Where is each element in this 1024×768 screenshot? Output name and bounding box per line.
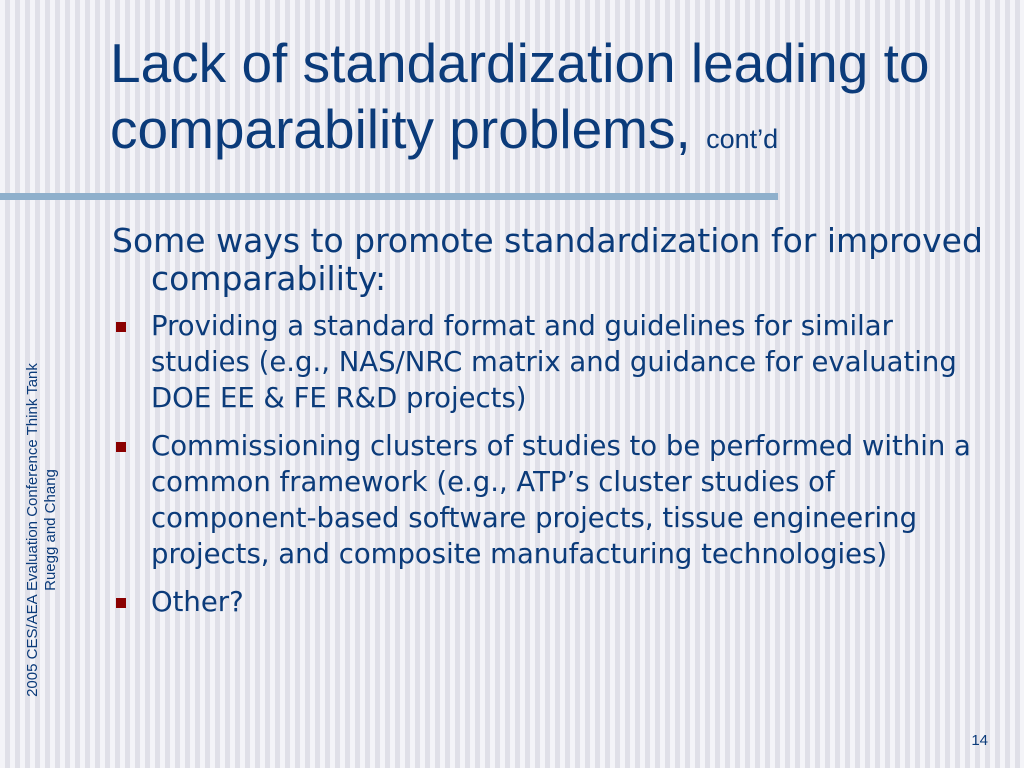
- sidebar-authors: Ruegg and Chang: [42, 469, 59, 591]
- bullet-list: [112, 308, 992, 620]
- square-bullet-icon: [116, 598, 126, 608]
- bullet-item: [112, 308, 992, 416]
- square-bullet-icon: [116, 322, 126, 332]
- title-divider: [0, 193, 778, 200]
- bullet-text: Commissioning clusters of studies to be performed within a common framework (e.g., ATP’s cluster studies of component-based software projects, tissue engineering projects, and composite manufacturing technologies): [151, 430, 971, 570]
- lead-text: Some ways to promote standardization for improved comparability:: [112, 221, 983, 298]
- square-bullet-icon: [116, 442, 126, 452]
- bullet-text: Other?: [151, 586, 244, 618]
- bullet-item: [112, 428, 992, 572]
- slide-body: [112, 222, 992, 632]
- sidebar-footer: [24, 340, 60, 720]
- slide-title: [110, 30, 1010, 172]
- page-number: 14: [971, 732, 988, 749]
- bullet-text: Providing a standard format and guidelines for similar studies (e.g., NAS/NRC matrix and guidance for evaluating DOE EE & FE R&D projects): [151, 310, 957, 414]
- bullet-item: [112, 584, 992, 620]
- slide-title-main: Lack of standardization leading to comparability problems,: [110, 32, 930, 160]
- slide-title-suffix: cont’d: [706, 124, 779, 154]
- sidebar-conference: 2005 CES/AEA Evaluation Conference Think Tank: [24, 363, 41, 697]
